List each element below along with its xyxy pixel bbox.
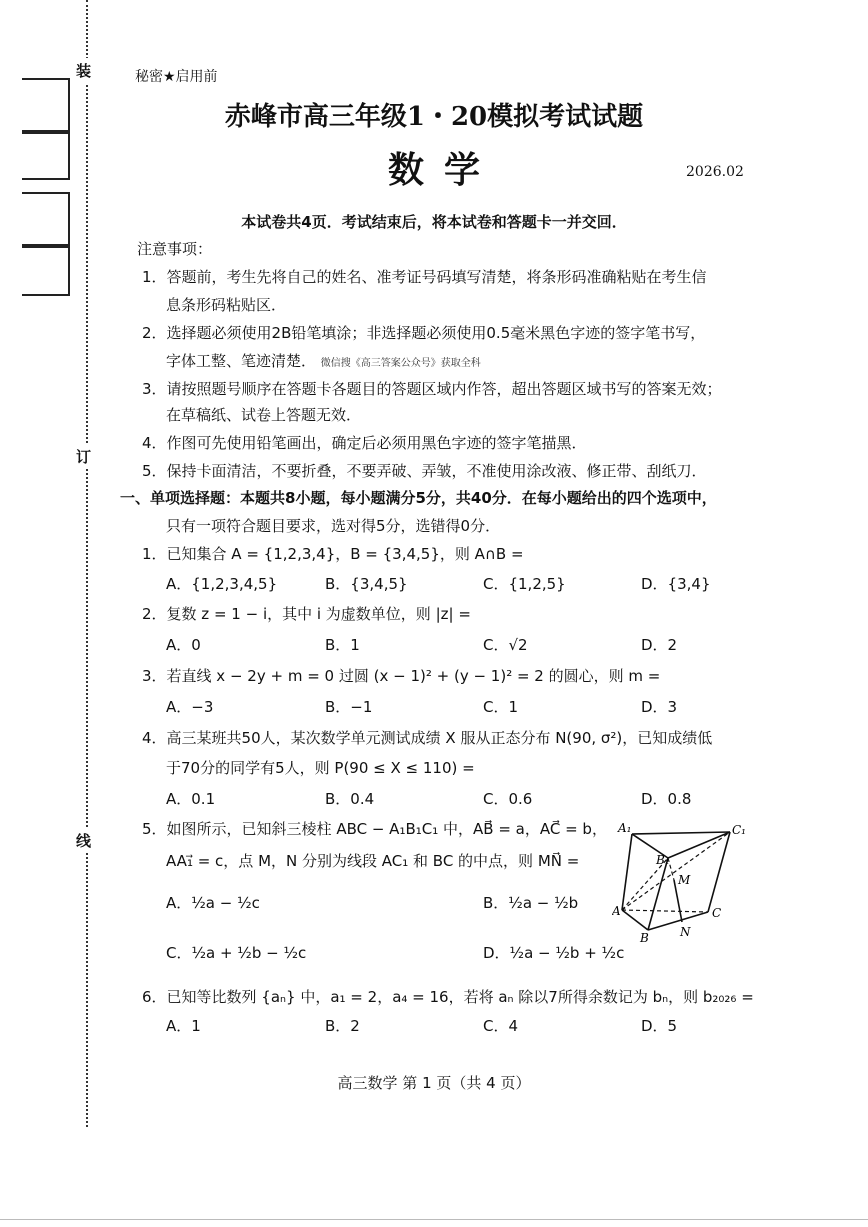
section-1-heading-cont: 只有一项符合题目要求，选对得5分，选错得0分． bbox=[166, 517, 501, 535]
fig-label-a1: A₁ bbox=[618, 822, 632, 835]
fig-label-b1: B₁ bbox=[656, 853, 670, 867]
note-5: 5．保持卡面清洁，不要折叠，不要弄破、弄皱，不准使用涂改液、修正带、刮纸刀． bbox=[142, 462, 707, 480]
note-2-cont: 字体工整、笔迹清楚． 微信搜《高三答案公众号》获取全科 bbox=[166, 352, 481, 370]
binding-char-zhuang: 装 bbox=[76, 58, 91, 83]
binding-char-ding: 订 bbox=[76, 444, 91, 469]
note-3-cont: 在草稿纸、试卷上答题无效． bbox=[166, 406, 362, 424]
q4-stem-1: 4．高三某班共50人，某次数学单元测试成绩 X 服从正态分布 N(90, σ²)，已知成绩低 bbox=[142, 729, 713, 747]
section-1-heading: 一、单项选择题：本题共8小题，每小题满分5分，共40分．在每小题给出的四个选项中， bbox=[120, 489, 717, 507]
exam-title: 赤峰市高三年级1・20模拟考试试题 bbox=[224, 102, 644, 132]
note-3: 3．请按照题号顺序在答题卡各题目的答题区域内作答，超出答题区域书写的答案无效； bbox=[142, 380, 722, 398]
q4-stem-2: 于70分的同学有5人，则 P(90 ≤ X ≤ 110) = bbox=[166, 759, 475, 777]
q6-option-d: D．5 bbox=[641, 1017, 678, 1035]
q1-option-d: D．{3,4} bbox=[641, 575, 711, 593]
fig-label-n: N bbox=[680, 925, 691, 939]
binding-char-xian: 线 bbox=[76, 828, 91, 853]
note-1: 1．答题前，考生先将自己的姓名、准考证号码填写清楚，将条形码准确粘贴在考生信 bbox=[142, 268, 707, 286]
q3-option-a: A．−3 bbox=[166, 698, 214, 716]
binding-box-4 bbox=[22, 244, 70, 296]
q5-option-d: D．½a − ½b + ½c bbox=[483, 944, 625, 962]
exam-intro: 本试卷共4页．考试结束后，将本试卷和答题卡一并交回． bbox=[241, 213, 627, 231]
fig-label-b: B bbox=[640, 931, 649, 944]
q6-option-c: C．4 bbox=[483, 1017, 519, 1035]
q5-option-b: B．½a − ½b bbox=[483, 894, 579, 912]
exam-date: 2026.02 bbox=[686, 164, 744, 180]
q2-option-a: A．0 bbox=[166, 636, 201, 654]
q1-stem: 1．已知集合 A = {1,2,3,4}，B = {3,4,5}，则 A∩B = bbox=[142, 545, 524, 563]
note-2: 2．选择题必须使用2B铅笔填涂；非选择题必须使用0.5毫米黑色字迹的签字笔书写， bbox=[142, 324, 706, 342]
page-footer: 高三数学 第 1 页（共 4 页） bbox=[337, 1074, 531, 1092]
q3-option-c: C．1 bbox=[483, 698, 519, 716]
q5-option-a: A．½a − ½c bbox=[166, 894, 260, 912]
q2-option-c: C．√2 bbox=[483, 636, 528, 654]
q6-option-b: B．2 bbox=[325, 1017, 360, 1035]
q4-option-d: D．0.8 bbox=[641, 790, 692, 808]
q3-option-b: B．−1 bbox=[325, 698, 373, 716]
q5-stem-2: AA₁⃗ = c，点 M，N 分别为线段 AC₁ 和 BC 的中点，则 MN⃗ = bbox=[166, 852, 580, 870]
page-bottom-edge bbox=[0, 1219, 868, 1220]
q1-option-c: C．{1,2,5} bbox=[483, 575, 566, 593]
q3-stem: 3．若直线 x − 2y + m = 0 过圆 (x − 1)² + (y − 1)² = 2 的圆心，则 m = bbox=[142, 667, 661, 685]
q1-option-a: A．{1,2,3,4,5} bbox=[166, 575, 278, 593]
q6-stem: 6．已知等比数列 {aₙ} 中，a₁ = 2，a₄ = 16，若将 aₙ 除以7所得余数记为 bₙ，则 b₂₀₂₆ = bbox=[142, 988, 754, 1006]
q3-option-d: D．3 bbox=[641, 698, 678, 716]
subject-title: 数学 bbox=[387, 149, 500, 191]
q2-option-b: B．1 bbox=[325, 636, 360, 654]
q5-option-c: C．½a + ½b − ½c bbox=[166, 944, 307, 962]
q6-option-a: A．1 bbox=[166, 1017, 201, 1035]
note-4: 4．作图可先使用铅笔画出，确定后必须用黑色字迹的签字笔描黑． bbox=[142, 434, 587, 452]
q4-option-a: A．0.1 bbox=[166, 790, 216, 808]
q5-stem-1: 5．如图所示，已知斜三棱柱 ABC − A₁B₁C₁ 中，AB⃗ = a，AC⃗ = b， bbox=[142, 820, 607, 838]
fig-label-m: M bbox=[678, 873, 691, 887]
fig-label-c1: C₁ bbox=[732, 823, 746, 837]
q4-option-b: B．0.4 bbox=[325, 790, 375, 808]
q2-stem: 2．复数 z = 1 − i，其中 i 为虚数单位，则 |z| = bbox=[142, 605, 471, 623]
fig-label-c: C bbox=[712, 906, 722, 920]
q4-option-c: C．0.6 bbox=[483, 790, 533, 808]
fig-label-a: A bbox=[612, 904, 621, 918]
confidential-mark: 秘密★启用前 bbox=[135, 69, 218, 85]
q2-option-d: D．2 bbox=[641, 636, 678, 654]
q1-option-b: B．{3,4,5} bbox=[325, 575, 408, 593]
note-1-cont: 息条形码粘贴区． bbox=[166, 296, 287, 314]
q5-prism-figure bbox=[612, 822, 754, 944]
watermark-text: 微信搜《高三答案公众号》获取全科 bbox=[320, 358, 481, 369]
notes-title: 注意事项： bbox=[137, 240, 213, 258]
